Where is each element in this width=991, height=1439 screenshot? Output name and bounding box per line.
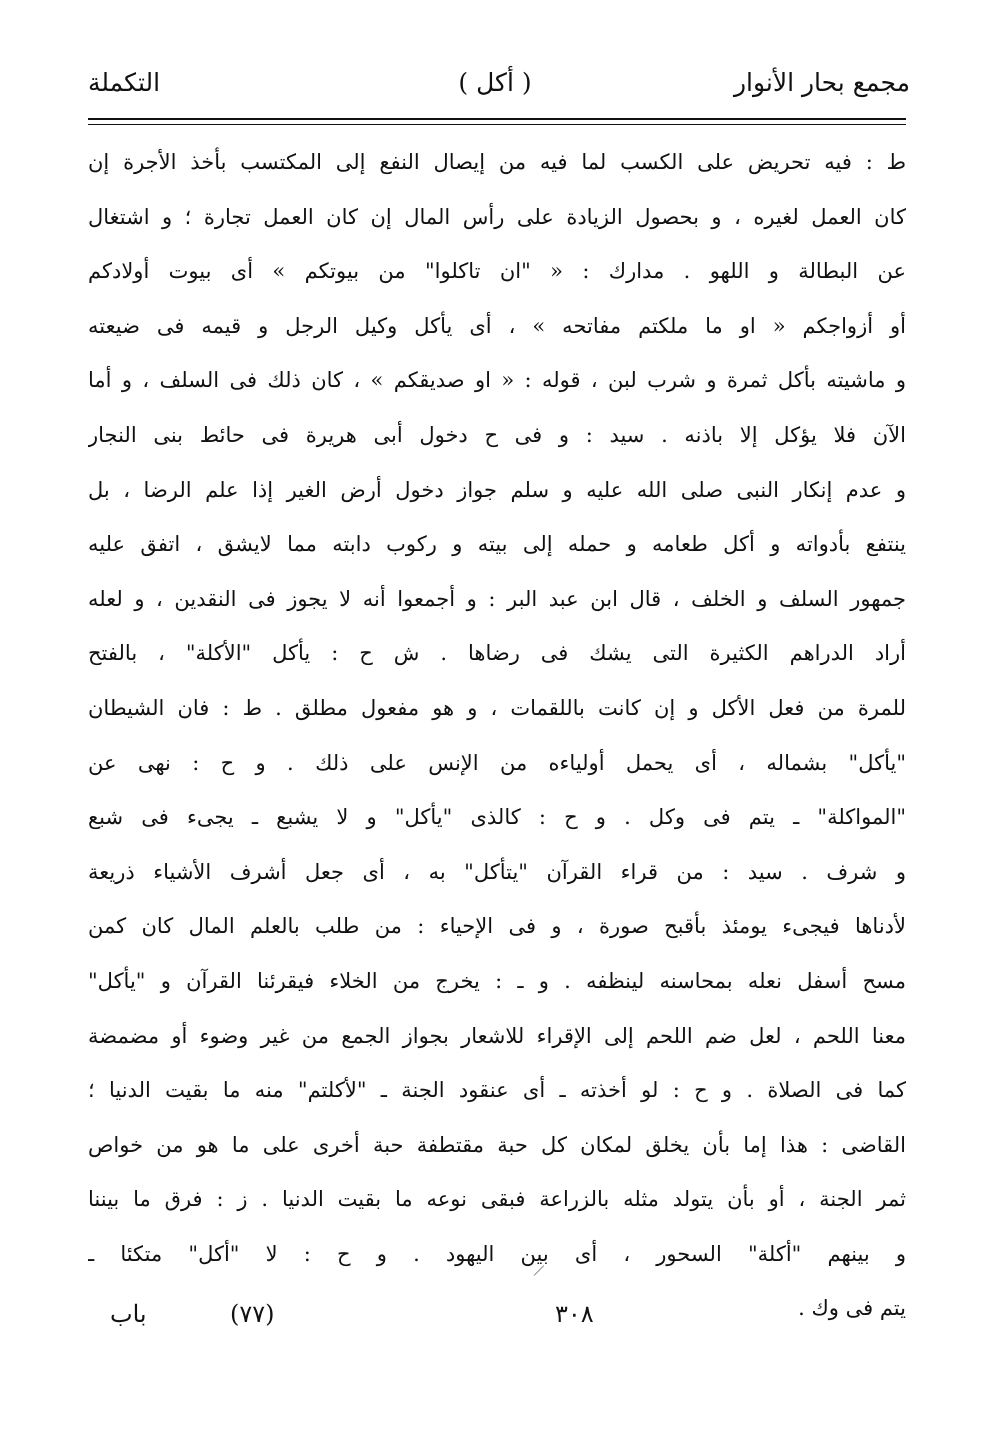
text-line: و بينهم "أكلة" السحور ، أى بين اليهود . و ح : لا "أكل" متكئا ـ xyxy=(88,1241,906,1266)
text-line: يتم فى وك . xyxy=(798,1296,906,1321)
text-line: مسح أسفل نعله بمحاسنه لينظفه . و ـ : يخرج من الخلاء فيقرئنا القرآن و "يأكل" xyxy=(88,968,906,993)
text-line: القاضى : هذا إما بأن يخلق لمكان كل حبة مقتطفة حبة أخرى على ما هو من خواص xyxy=(88,1132,906,1157)
page-number: ٣٠٨ xyxy=(555,1300,594,1328)
text-line: للمرة من فعل الأكل و إن كانت باللقمات ، و هو مفعول مطلق . ط : فان الشيطان xyxy=(88,695,906,720)
section-title: التكملة xyxy=(88,68,161,97)
text-line: لأدناها فيجىء يومئذ بأقبح صورة ، و فى الإحياء : من طلب بالعلم المال كان كمن xyxy=(88,914,906,939)
page-header xyxy=(80,62,910,112)
text-line: معنا اللحم ، لعل ضم اللحم إلى الإقراء للاشعار بجواز الجمع من غير وضوء أو مضمضة xyxy=(88,1023,906,1048)
header-rule-thick xyxy=(88,118,906,120)
text-line: و عدم إنكار النبى صلى الله عليه و سلم جواز دخول أرض الغير إذا علم الرضا ، بل xyxy=(88,477,906,502)
text-line: كما فى الصلاة . و ح : لو أخذته ـ أى عنقود الجنة ـ "لأكلتم" منه ما بقيت الدنيا ؛ xyxy=(88,1078,906,1103)
text-line: عن البطالة و اللهو . مدارك : « "ان تاكلوا" من بيوتكم » أى بيوت أولادكم xyxy=(88,259,906,284)
text-line: الآن فلا يؤكل إلا باذنه . سيد : و فى ح دخول أبى هريرة فى حائط بنى النجار xyxy=(88,422,906,447)
text-line: أو أزواجكم « او ما ملكتم مفاتحه » ، أى يأكل وكيل الرجل و قيمه فى ضيعته xyxy=(88,313,906,338)
entry-word: ( أكل ) xyxy=(458,68,532,97)
text-line: "يأكل" بشماله ، أى يحمل أولياءه من الإنس على ذلك . و ح : نهى عن xyxy=(88,750,906,775)
text-line: و شرف . سيد : من قراء القرآن "يتأكل" به ، أى جعل أشرف الأشياء ذريعة xyxy=(88,859,906,884)
text-line: "المواكلة" ـ يتم فى وكل . و ح : كالذى "يأكل" و لا يشبع ـ يجىء فى شبع xyxy=(88,805,906,830)
text-line: ينتفع بأدواته و أكل طعامه و حمله إلى بيته و ركوب دابته مما لايشق ، اتفق عليه xyxy=(88,532,906,557)
header-rule-thin xyxy=(88,124,906,125)
book-title: مجمع بحار الأنوار xyxy=(733,68,910,97)
text-line: أراد الدراهم الكثيرة التى يشك فى رضاها . ش ح : يأكل "الأكلة" ، بالفتح xyxy=(88,641,906,666)
text-line: جمهور السلف و الخلف ، قال ابن عبد البر : و أجمعوا أنه لا يجوز فى النقدين ، و لعله xyxy=(88,586,906,611)
text-line: و ماشيته بأكل ثمرة و شرب لبن ، قوله : « او صديقكم » ، كان ذلك فى السلف ، و أما xyxy=(88,368,906,393)
text-line: ثمر الجنة ، أو بأن يتولد مثله بالزراعة فبقى نوعه ما بقيت الدنيا . ز : فرق ما بيننا xyxy=(88,1187,906,1212)
page-footer xyxy=(80,1300,910,1350)
body-text xyxy=(88,135,906,1336)
chapter-label: باب xyxy=(110,1300,147,1328)
section-number: (٧٧) xyxy=(230,1300,275,1328)
text-line: كان العمل لغيره ، و بحصول الزيادة على رأس المال إن كان العمل تجارة ؛ و اشتغال xyxy=(88,204,906,229)
text-line: ط : فيه تحريض على الكسب لما فيه من إيصال النفع إلى المكتسب بأخذ الأجرة إن xyxy=(88,150,906,174)
